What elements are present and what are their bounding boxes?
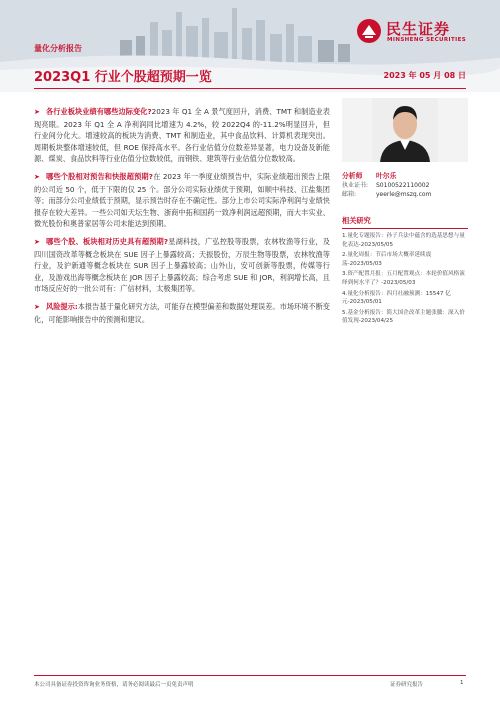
- brand-logo: [356, 18, 476, 48]
- bullet-arrow-icon: ➤: [34, 237, 40, 246]
- license-label: 执业证书:: [342, 182, 369, 189]
- footer-disclaimer: 本公司具备证券投资咨询业务资格，请务必阅读最后一页免责声明: [34, 682, 194, 688]
- related-research-item[interactable]: 2.量化周报：节后市场大概率延续震荡-2023/05/03: [342, 252, 432, 267]
- report-type: 量化分析报告: [34, 44, 82, 53]
- paragraph-text: 在 2023 年一季度业绩预告中，实际业绩超出预告上限的公司近 50 个，低于下限的仅 25 个。部分公司实际业绩优于预期，如顺中科技、江盐集团等；而部分公司业绩低于预期，显示预告时存在不确定性。部分上市公司实际净利润与业绩快报存在较大差异。一些公司如天坛生物、浙商中拓和国药一致净利润远超预期，而大丰实业、微光股份和奥普家居等公司未能达到预期。: [34, 171, 331, 229]
- header-banner: [0, 0, 500, 92]
- paragraph-text: 2023 年 Q1 全 A 景气度回升，消费、TMT 和制造业表现亮眼。2023 年 Q1 全 A 净利润同比增速为 4.2%，较 2022Q4 的-11.2%明显回升，但行业间分化大。增速较高的板块为消费、TMT 和制造业，其中食品饮料、计算机表现突出。周期板块整体增速较低，但 ROE 保持高水平。各行业估值分位数差异显著，电力设备及新能源、煤炭、食品饮料等行业估值分位数较低，而钢铁、建筑等行业估值分位数较高。: [34, 107, 330, 164]
- related-research-item[interactable]: 4.量化分析报告：四月社融预测：15547 亿元-2023/05/01: [342, 290, 451, 306]
- related-research-title: 相关研究: [342, 216, 468, 229]
- related-research-item[interactable]: 5.基金分析报告：简大国企改革主题张騰：深入价值发现-2023/04/25: [342, 309, 465, 325]
- summary-paragraph: [34, 171, 330, 230]
- bullet-arrow-icon: ➤: [34, 172, 40, 181]
- header-divider: [34, 88, 466, 89]
- paragraph-text: 星湖科技，广弘控股等股票，农林牧渔等行业，及四川国资改革等概念板块在 SUE 因子上暴露较高；天振股份，万辰生物等股票，农林牧渔等行业，及沪新通等概念板块在 SUR 因子上暴露较高；山外山，安可创新等股票，传媒等行业，及游戏出海等概念板块在 JOR 因子上暴露较高；综合考虑 SUE 和 JOR，利润增长高，且市场反应好的一批公司有：广信材料，太极集团等。: [34, 236, 330, 294]
- brand-logo-icon: [356, 18, 382, 44]
- related-research-item[interactable]: 1.量化专题报告：孙子兵法中蕴含的选基思想与量化表达-2023/05/05: [342, 233, 465, 248]
- page-number: 1: [460, 680, 464, 686]
- related-research-item[interactable]: 3.资产配置月报：五月配置观点：本轮价值风格演绎到何水平了？-2023/05/03: [342, 271, 465, 286]
- brand-name-en: MINSHENG SECURITIES: [387, 37, 467, 43]
- summary-paragraph: [34, 236, 330, 295]
- analyst-role: 分析师: [342, 172, 363, 180]
- paragraph-question: 风险提示:: [46, 301, 78, 311]
- analyst-photo: [342, 98, 468, 162]
- paragraph-question: 各行业板块业绩有哪些边际变化?: [46, 107, 152, 116]
- analyst-name: 叶尔乐: [376, 172, 397, 180]
- bullet-arrow-icon: ➤: [34, 108, 40, 116]
- license-number: S0100522110002: [376, 182, 430, 189]
- related-research-list: [342, 232, 468, 328]
- bullet-arrow-icon: ➤: [34, 302, 40, 311]
- analyst-email[interactable]: yeerle@mszq.com: [376, 191, 432, 198]
- paragraph-question: 哪些个股相对预告和快报超预期?: [46, 171, 153, 181]
- email-label: 邮箱:: [342, 191, 357, 198]
- report-date: 2023 年 05 月 08 日: [383, 71, 466, 80]
- risk-paragraph: [34, 301, 330, 325]
- footer-label: 证券研究报告: [390, 682, 424, 688]
- summary-paragraph: [34, 106, 330, 165]
- report-title: 2023Q1 行业个股超预期一览: [34, 70, 212, 85]
- paragraph-text: 本报告基于量化研究方法，可能存在模型偏差和数据处理误差。市场环境不断变化，可能影响报告中的预测和建议。: [34, 301, 330, 324]
- paragraph-question: 哪些个股、板块相对历史具有超预期?: [46, 236, 169, 246]
- analyst-info: [342, 172, 468, 199]
- footer-divider: [34, 675, 466, 676]
- brand-name-cn: 民生证券: [386, 20, 451, 38]
- summary-column: [34, 106, 330, 331]
- analyst-portrait-icon: [372, 98, 438, 162]
